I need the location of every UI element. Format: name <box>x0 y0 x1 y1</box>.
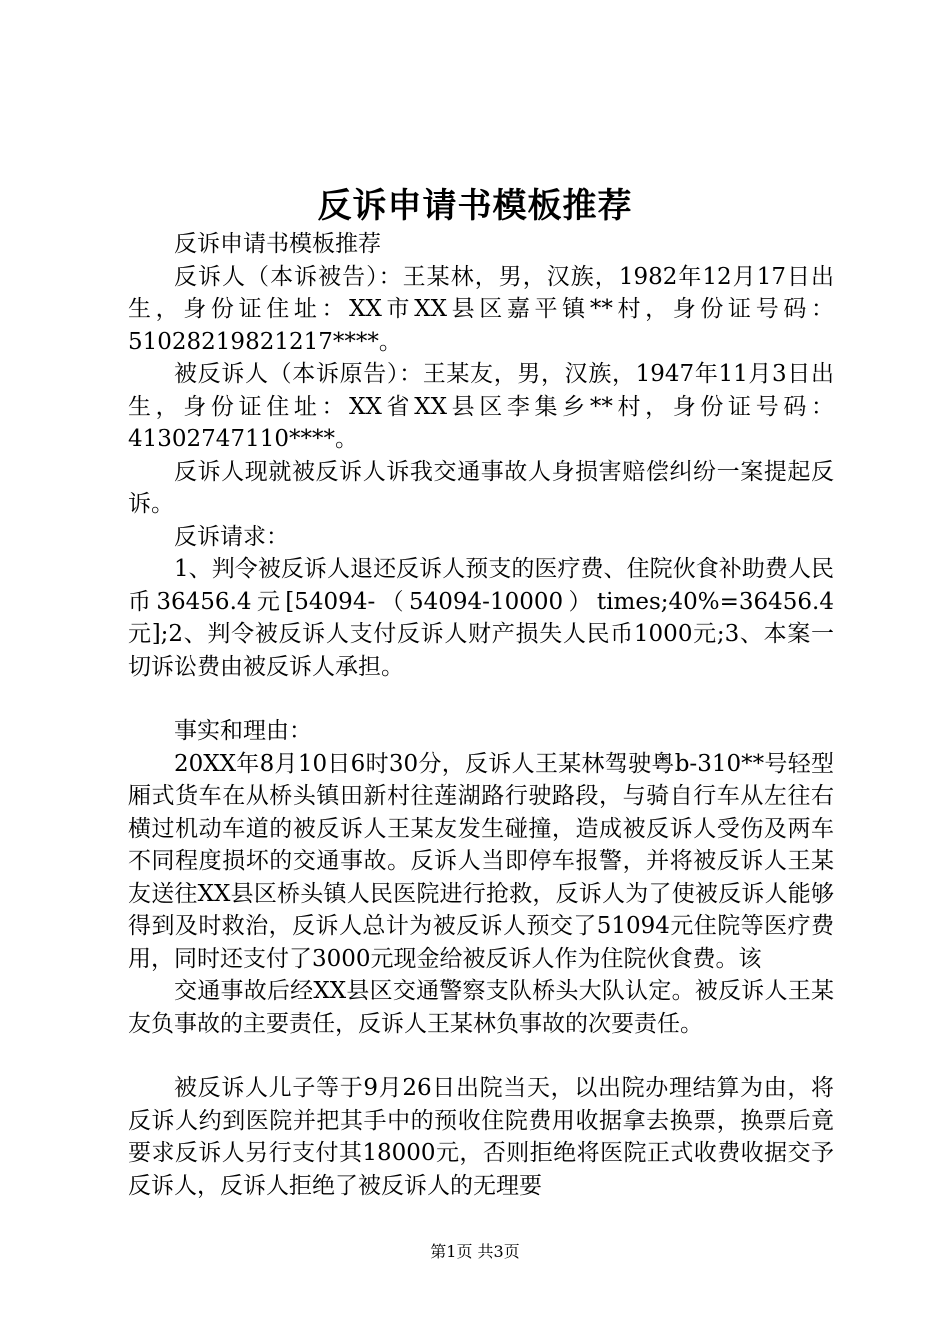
paragraph: 20XX年8月10日6时30分，反诉人王某林驾驶粤b-310**号轻型厢式货车在从桥头镇田新村往莲湖路行驶路段，与骑自行车从左往右横过机动车道的被反诉人王某友发生碰撞，造成被反诉人受伤及两车不同程度损坏的交通事故。反诉人当即停车报警，并将被反诉人王某友送往XX县区桥头镇人民医院进行抢救，反诉人为了使被反诉人能够得到及时救治，反诉人总计为被反诉人预交了51094元住院等医疗费用，同时还支付了3000元现金给被反诉人作为住院伙食费。该 <box>128 750 834 972</box>
paragraph: 交通事故后经XX县区交通警察支队桥头大队认定。被反诉人王某友负事故的主要责任，反诉人王某林负事故的次要责任。 <box>128 978 834 1037</box>
paragraph: 1、判令被反诉人退还反诉人预支的医疗费、住院伙食补助费人民币36456.4元[54094-（54094-10000）times;40%=36456.4元];2、判令被反诉人支付反诉人财产损失人民币1000元;3、本案一切诉讼费由被反诉人承担。 <box>128 556 834 680</box>
paragraph: 事实和理由： <box>174 718 312 744</box>
paragraph: 反诉请求： <box>174 523 289 550</box>
document-body <box>128 228 834 1202</box>
paragraph: 被反诉人（本诉原告）：王某友，男，汉族，1947年11月3日出生，身份证住址：XX省XX县区李集乡**村，身份证号码：41302747110****。 <box>128 361 834 452</box>
paragraph: 反诉申请书模板推荐 <box>174 231 381 257</box>
paragraph: 反诉人（本诉被告）：王某林，男，汉族，1982年12月17日出生，身份证住址：XX市XX县区嘉平镇**村，身份证号码：51028219821217****。 <box>128 263 834 355</box>
paragraph: 反诉人现就被反诉人诉我交通事故人身损害赔偿纠纷一案提起反诉。 <box>128 458 834 517</box>
document-title: 反诉申请书模板推荐 <box>317 186 633 226</box>
paragraph: 被反诉人儿子等于9月26日出院当天，以出院办理结算为由，将反诉人约到医院并把其手中的预收住院费用收据拿去换票，换票后竟要求反诉人另行支付其18000元，否则拒绝将医院正式收费收据交予反诉人，反诉人拒绝了被反诉人的无理要 <box>128 1075 834 1199</box>
page-indicator: 第1页 共3页 <box>430 1242 520 1261</box>
